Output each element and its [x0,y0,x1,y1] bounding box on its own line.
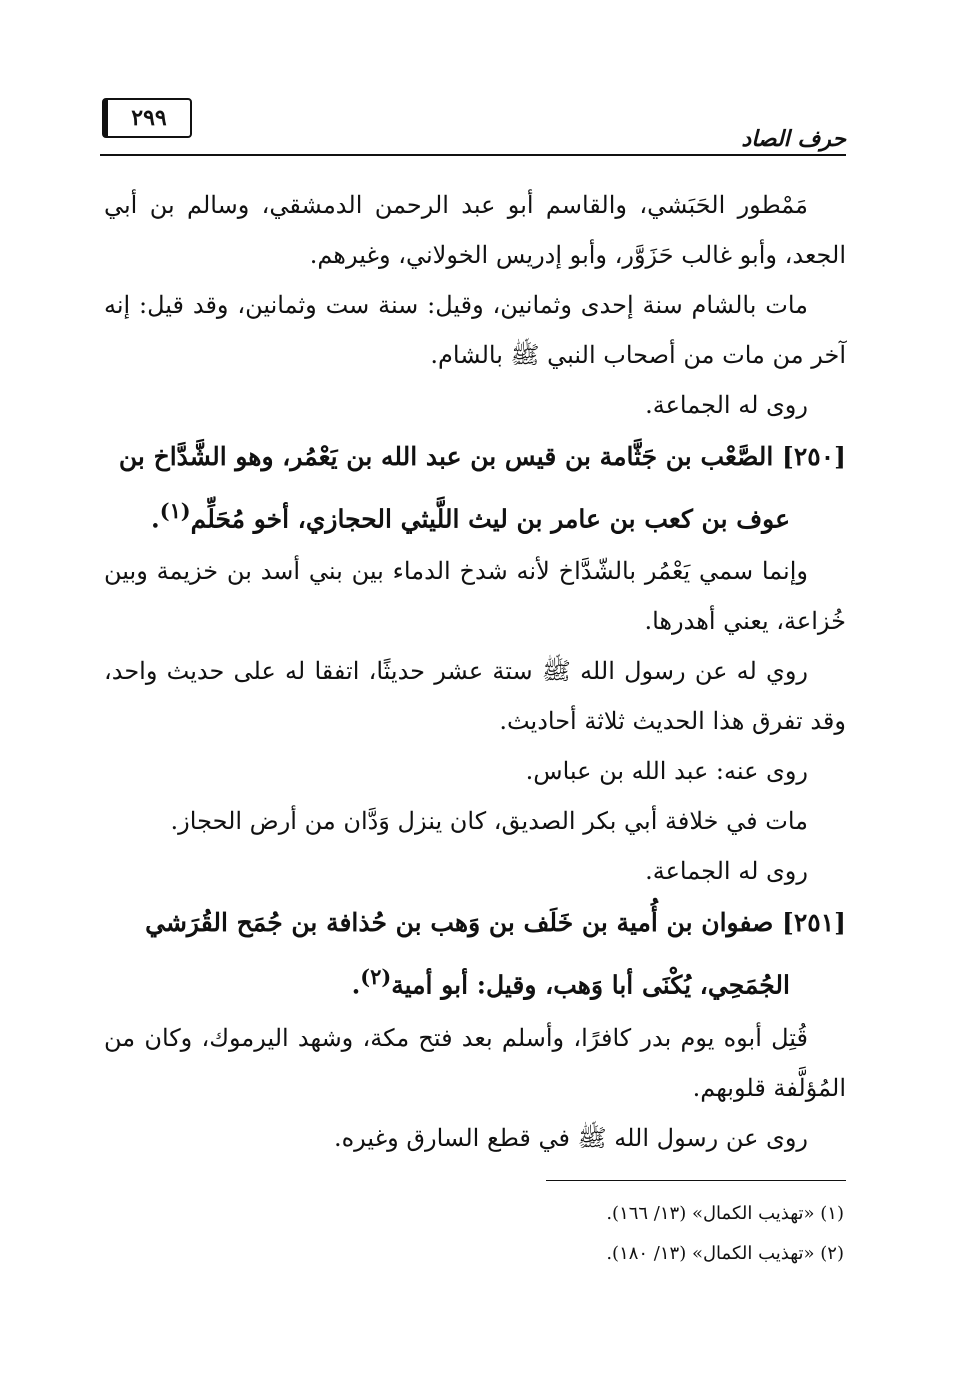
body-paragraph: روى له الجماعة. [645,857,808,886]
footnote-item: (١) «تهذيب الكمال» (١٣/ ١٦٦). [606,1203,844,1224]
entry-heading-line: [٢٥١] صفوان بن أُمية بن خَلَف بن وَهب بن حُذافة بن جُمَح القُرَشي [145,908,846,938]
entry-heading-end: . [150,504,160,534]
footnote-item: (٢) «تهذيب الكمال» (١٣/ ١٨٠). [606,1243,844,1264]
page-body [104,180,846,1163]
chapter-title: حرف الصاد [741,126,846,152]
header-divider [100,154,846,156]
entry-heading-250 [104,430,846,546]
body-paragraph: روي له عن رسول الله ﷺ ستة عشر حديثًا، اتفقا له على حديث واحد، وقد تفرق هذا الحديث ثلاثة أحاديث. [104,657,846,736]
page-number: ٢٩٩ [102,98,192,138]
footnote-divider [546,1180,846,1181]
footnote-ref: (٢) [360,964,392,990]
body-paragraph: مات بالشام سنة إحدى وثمانين، وقيل: سنة ست وثمانين، وقد قيل: إنه آخر من مات من أصحاب النبي ﷺ بالشام. [104,291,846,369]
entry-heading-line: [٢٥٠] الصَّعْب بن جَثَّامة بن قيس بن عبد الله بن يَعْمُر، وهو الشَّدَّاخ بن [118,442,846,471]
body-paragraph: روى له الجماعة. [645,391,808,419]
body-paragraph: روى عنه: عبد الله بن عباس. [525,757,808,786]
entry-heading-line [104,950,846,1012]
page-header [100,92,846,158]
body-paragraph: روى عن رسول الله ﷺ في قطع السارق وغيره. [333,1123,808,1152]
body-paragraph: مَمْطور الحَبَشي، والقاسم أبو عبد الرحمن الدمشقي، وسالم بن أبي الجعد، وأبو غالب حَزَوَّر، وأبو إدريس الخولاني، وغيرهم. [104,191,846,269]
entry-heading-251 [104,896,846,1012]
entry-heading-text: الجُمَحِي، يُكْنَى أبا وَهب، وقيل: أبو أمية [391,970,790,1000]
entry-heading-line [104,484,846,546]
footnotes [104,1194,844,1274]
body-paragraph: مات في خلافة أبي بكر الصديق، كان ينزل وَدَّان من أرض الحجاز. [170,807,808,836]
entry-heading-text: عوف بن كعب بن عامر بن ليث اللَّيثي الحجازي، أخو مُحَلِّم [190,504,790,534]
entry-heading-end: . [351,970,361,1000]
body-paragraph: وإنما سمي يَعْمُر بالشّدَّاخ لأنه شدخ الدماء بين بني أسد بن خزيمة وبين خُزاعة، يعني أهدرها. [104,557,846,636]
body-paragraph: قُتِل أبوه يوم بدر كافرًا، وأسلم بعد فتح مكة، وشهد اليرموك، وكان من المُؤلَّفة قلوبهم. [104,1023,846,1102]
footnote-ref: (١) [159,498,191,523]
